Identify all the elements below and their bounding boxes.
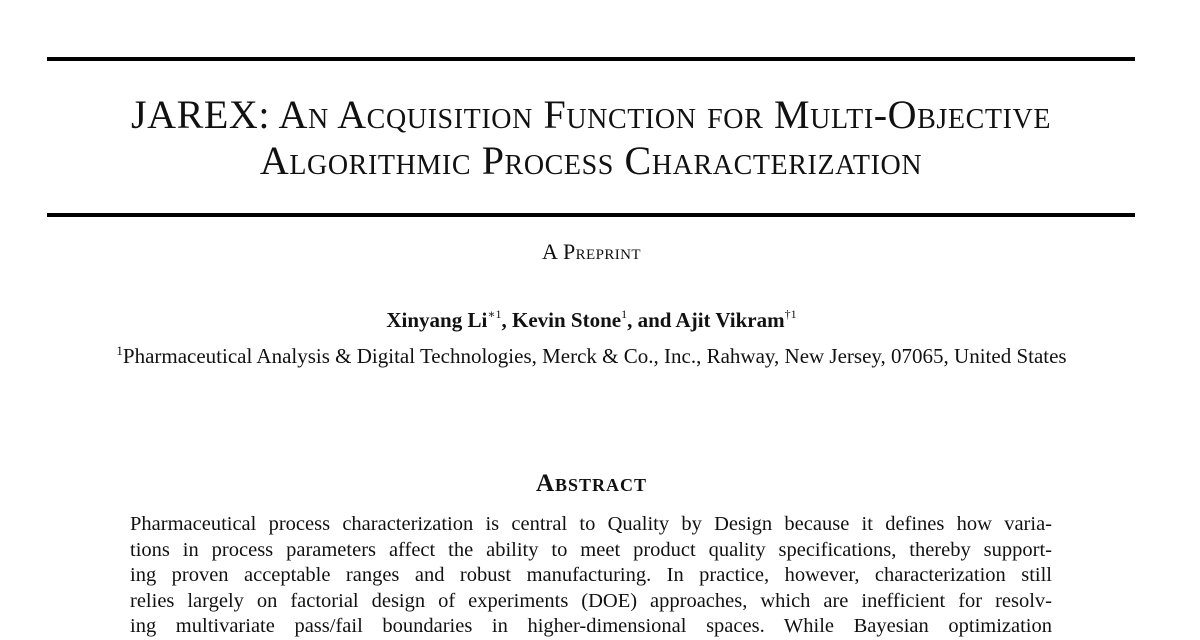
- author-affiliation-mark: ∗1: [487, 307, 502, 321]
- author-list: [0, 308, 1183, 333]
- author-name: Ajit Vikram: [675, 308, 785, 332]
- abstract-line: relies largely on factorial design of experiments (DOE) approaches, which are inefficient for resolv-: [130, 589, 1052, 612]
- author-name: Kevin Stone: [511, 308, 622, 332]
- preprint-label: A Preprint: [542, 239, 641, 264]
- title-bottom-rule: [47, 213, 1135, 217]
- affiliation-text: Pharmaceutical Analysis & Digital Technologies, Merck & Co., Inc., Rahway, New Jersey, 07065, United States: [122, 344, 1067, 368]
- abstract-line: tions in process parameters affect the ability to meet product quality specifications, thereby support-: [130, 538, 1052, 561]
- author-affiliation-mark: †1: [784, 307, 797, 321]
- paper-title: [47, 92, 1135, 184]
- paper-title-line-2: Algorithmic Process Characterization: [259, 138, 923, 183]
- abstract-line: ing proven acceptable ranges and robust manufacturing. In practice, however, characterization still: [130, 564, 1052, 586]
- paper-title-line-1: JAREX: An Acquisition Function for Multi-Objective: [130, 92, 1052, 137]
- abstract-heading: Abstract: [535, 470, 648, 497]
- abstract-line: Pharmaceutical process characterization is central to Quality by Design because it defines how varia-: [130, 513, 1052, 535]
- author-affiliation: [0, 344, 1183, 369]
- title-top-rule: [47, 57, 1135, 61]
- author-name: Xinyang Li: [386, 308, 488, 332]
- abstract-line: ing multivariate pass/fail boundaries in higher-dimensional spaces. While Bayesian optimization: [130, 615, 1052, 637]
- author-affiliation-mark: 1: [621, 307, 628, 321]
- abstract-body: [130, 512, 1052, 640]
- affiliation-mark: 1: [116, 343, 123, 358]
- author-separator: , and: [627, 308, 676, 332]
- author-separator: ,: [501, 308, 512, 332]
